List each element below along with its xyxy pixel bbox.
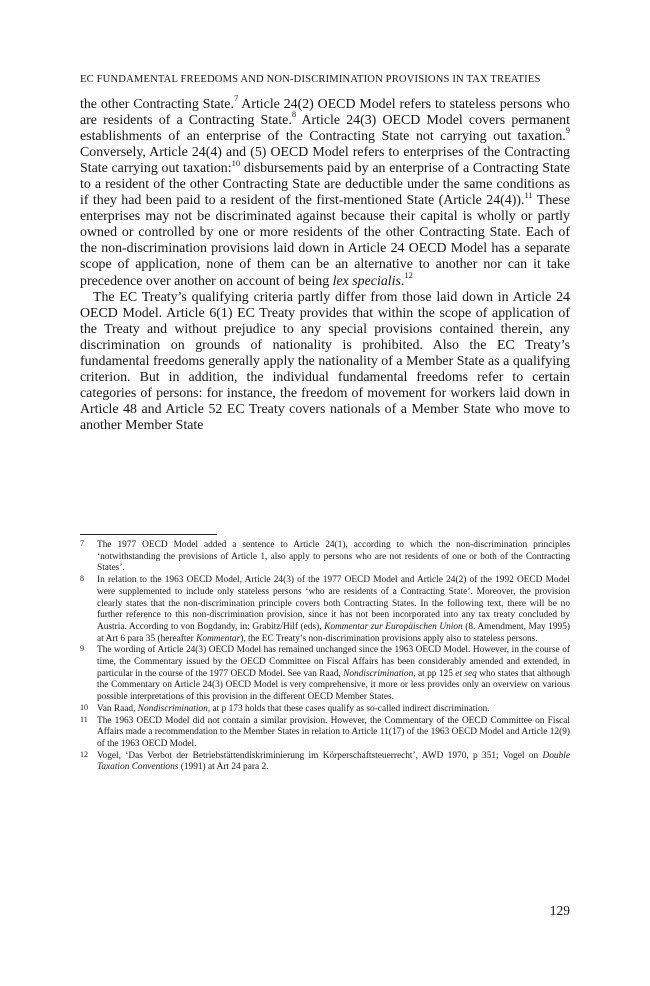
footnote-text: ), the EC Treaty’s non-discrimination provisions apply also to stateless persons. bbox=[240, 633, 538, 644]
text-run: the other Contracting State. bbox=[80, 97, 234, 112]
footnote-number: 9 bbox=[80, 644, 84, 654]
footnote-text: , at pp 125 bbox=[413, 668, 456, 679]
italic-title: Nondiscrimination bbox=[343, 668, 414, 679]
running-header: EC FUNDAMENTAL FREEDOMS AND NON-DISCRIMINATION PROVISIONS IN TAX TREATIES bbox=[80, 74, 541, 85]
paragraph-2: The EC Treaty’s qualifying criteria partly differ from those laid down in Article 24 OECD Model. Article 6(1) EC Treaty provides that within the scope of application of the Treaty and without prejudice to any special provisions contained therein, any discrimination on grounds of nationality is prohibited. Also the EC Treaty’s fundamental freedoms generally apply the nationality of a Member State as a qualifying criterion. But in addition, the individual fundamental freedoms refer to certain categories of persons: for instance, the freedom of movement for workers laid down in Article 48 and Article 52 EC Treaty covers nationals of a Member State who move to another Member State bbox=[80, 289, 570, 433]
text-run: disbursements paid by an enterprise of a Contracting State to a resident of the other Contracting State are deductible under the same conditions as if they had been paid to a resident of the first-mentioned State (Article 24(4)). bbox=[80, 161, 570, 209]
page-number: 129 bbox=[549, 903, 570, 918]
footnote-ref-12[interactable]: 12 bbox=[404, 269, 413, 280]
footnote-number: 7 bbox=[80, 539, 84, 548]
text-run: . bbox=[400, 273, 405, 289]
footnote-ref-11[interactable]: 11 bbox=[524, 189, 533, 200]
footnote-separator bbox=[80, 534, 217, 535]
footnote-number: 8 bbox=[80, 574, 84, 584]
italic-term: et seq bbox=[455, 668, 477, 679]
text-run: Article 24(3) OECD Model covers permanent establishments of an enterprise of the Contracting State not carrying out taxation. bbox=[80, 113, 570, 145]
italic-title: Nondiscrimination bbox=[137, 703, 208, 714]
main-text bbox=[80, 93, 571, 434]
footnote-number: 10 bbox=[80, 702, 88, 712]
footnote-ref-8[interactable]: 8 bbox=[291, 109, 297, 120]
footnote-text: The 1977 OECD Model added a sentence to Article 24(1), according to which the non-discrimination principles ‘notwithstanding the provisions of Article 1, also apply to persons who are not residents of one or both of the Contracting States’. bbox=[97, 540, 570, 574]
footnote-text: In relation to the 1963 OECD Model, Article 24(3) of the 1977 OECD Model and Article 24(2) of the 1992 OECD Model were supplemented to include only stateless persons ‘who are residents of a Contracting State’. Moreover, the provision clearly states that the non-discrimination principle covers both Contracting States. In the following text, there will be no further reference to this non-discrimination provision, since it has not been incorporated into any tax treaty concluded by Austria. According to von Bogdandy, in: Grabitz/Hilf (eds), bbox=[97, 575, 570, 632]
footnote-ref-10[interactable]: 10 bbox=[231, 157, 241, 168]
footnote-ref-7[interactable]: 7 bbox=[233, 93, 239, 104]
italic-title: Kommentar bbox=[196, 633, 241, 644]
footnote-9 bbox=[80, 645, 570, 704]
footnote-text: (1991) at Art 24 para 2. bbox=[178, 762, 269, 773]
footnotes bbox=[80, 540, 570, 774]
footnote-text: The 1963 OECD Model did not contain a similar provision. However, the Commentary of the OECD Committee on Fiscal Affairs made a recommendation to the Member States in relation to Article 11(17) of the 1963 OECD Model and Article 12(9) of the 1963 OECD Model. bbox=[97, 715, 570, 749]
footnote-7 bbox=[80, 540, 570, 575]
footnote-ref-9[interactable]: 9 bbox=[565, 125, 570, 136]
footnote-text: The wording of Article 24(3) OECD Model has remained unchanged since the 1963 OECD Model. However, in the course of time, the Commentary issued by the OECD Committee on Fiscal Affairs has been considerably amended and extended, in particular in the course of the 1977 OECD Model. See van Raad, bbox=[97, 645, 570, 679]
footnote-text: Van Raad, bbox=[97, 703, 138, 714]
footnote-text: who states that although the Commentary on Article 24(3) OECD Model is very comprehensive, it more or less provides only an overview on various possible interpretations of this provision in the different OECD Member States. bbox=[97, 668, 570, 703]
footnote-11 bbox=[80, 716, 570, 751]
paragraph-1 bbox=[80, 93, 571, 290]
footnote-number: 12 bbox=[80, 749, 88, 759]
italic-term: lex specialis bbox=[332, 273, 401, 289]
italic-title: Double Taxation Conventions bbox=[97, 750, 570, 773]
text-run: Conversely, Article 24(4) and (5) OECD Model refers to enterprises of the Contracting State carrying out taxation: bbox=[80, 145, 570, 177]
footnote-12 bbox=[80, 751, 570, 774]
text-run: These enterprises may not be discriminated against because their capital is wholly or partly owned or controlled by one or more residents of the other Contracting State. Each of the non-discrimination provisions laid down in Article 24 OECD Model has a separate scope of application, none of them can be an alternative to another nor can it take precedence over another on account of being bbox=[80, 193, 571, 289]
footnote-10 bbox=[80, 704, 570, 716]
footnote-text: Vogel, ‘Das Verbot der Betriebstättendiskriminierung im Körperschaftsteuerrecht’, AWD 1970, p 351; Vogel on bbox=[97, 750, 543, 761]
footnote-8 bbox=[80, 575, 570, 645]
footnote-text: , at p 173 holds that these cases qualify as so-called indirect discrimination. bbox=[207, 703, 490, 714]
footnote-number: 11 bbox=[80, 714, 88, 724]
italic-title: Kommentar zur Europäischen Union bbox=[324, 621, 463, 632]
text-run: Article 24(2) OECD Model refers to stateless persons who are residents of a Contracting State. bbox=[80, 97, 570, 129]
footnote-text: (8. Amendment, May 1995) at Art 6 para 35 (hereafter bbox=[97, 621, 570, 644]
